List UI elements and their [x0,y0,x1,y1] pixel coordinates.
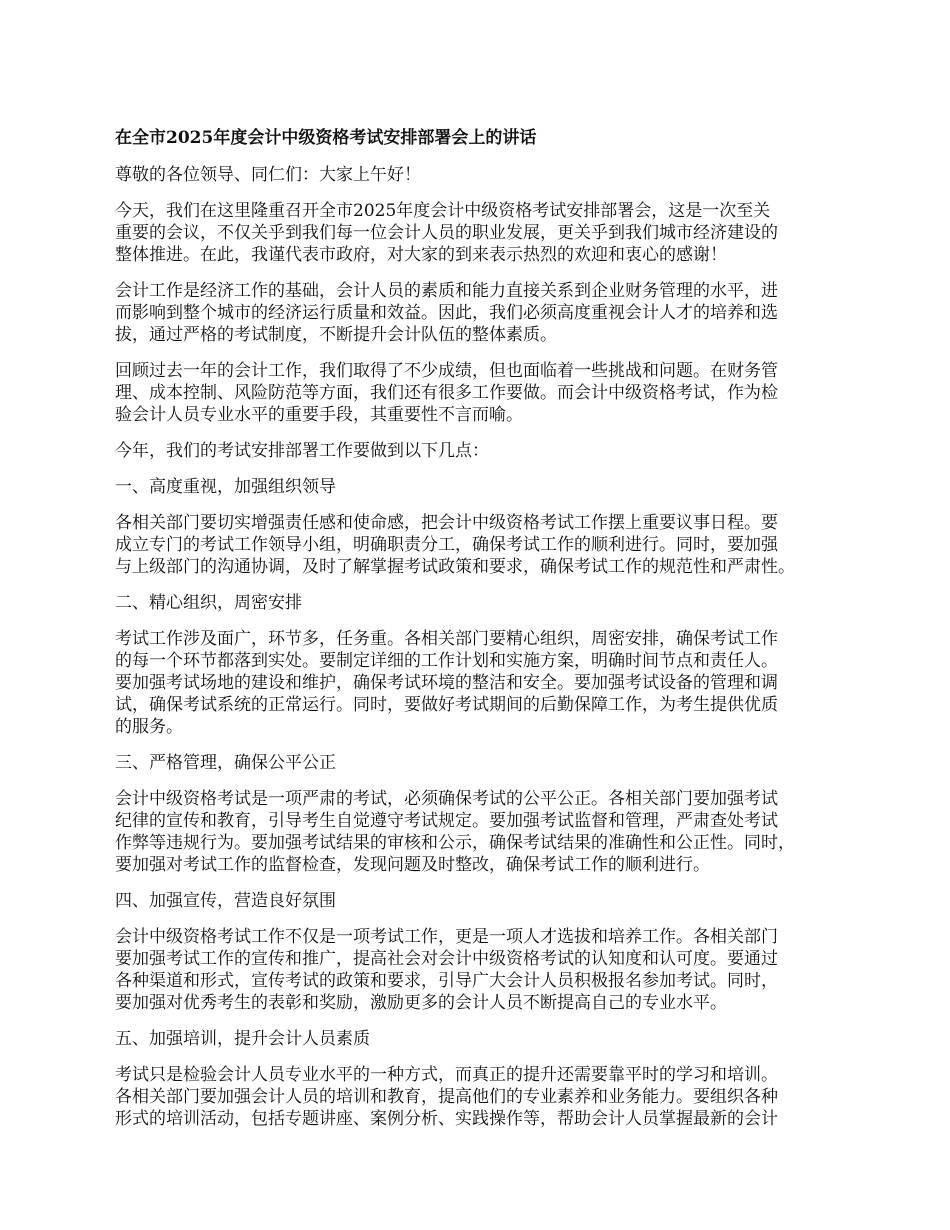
text-line: 尊敬的各位领导、同仁们：大家上午好！ [115,165,421,185]
paragraph [115,512,855,578]
text-line: 各种渠道和形式，宣传考试的政策和要求，引导广大会计人员积极报名参加考试。同时， [115,971,778,991]
text-line: 考试工作涉及面广，环节多，任务重。各相关部门要精心组织，周密安排，确保考试工作 [115,629,778,649]
text-line: 一、高度重视，加强组织领导 [115,477,336,497]
section-heading [115,1028,855,1050]
paragraphs [115,164,855,1130]
text-line: 而影响到整个城市的经济运行质量和效益。因此，我们必须高度重视会计人才的培养和选 [115,303,778,323]
text-line: 验会计人员专业水平的重要手段，其重要性不言而喻。 [115,405,523,425]
text-line: 成立专门的考试工作领导小组，明确职责分工，确保考试工作的顺利进行。同时，要加强 [115,535,778,555]
paragraph [115,628,855,738]
paragraph [115,200,855,266]
section-heading [115,752,855,774]
text-line: 要加强考试场地的建设和维护，确保考试环境的整洁和安全。要加强考试设备的管理和调 [115,673,778,693]
text-line: 重要的会议，不仅关乎到我们每一位会计人员的职业发展，更关乎到我们城市经济建设的 [115,223,778,243]
text-line: 各相关部门要加强会计人员的培训和教育，提高他们的专业素养和业务能力。要组织各种 [115,1087,778,1107]
paragraph [115,1064,855,1130]
text-line: 二、精心组织，周密安排 [115,593,302,613]
text-line: 四、加强宣传，营造良好氛围 [115,891,336,911]
text-line: 会计中级资格考试是一项严肃的考试，必须确保考试的公平公正。各相关部门要加强考试 [115,789,778,809]
text-line: 整体推进。在此，我谨代表市政府，对大家的到来表示热烈的欢迎和衷心的感谢！ [115,245,727,265]
text-line: 纪律的宣传和教育，引导考生自觉遵守考试规定。要加强考试监督和管理，严肃查处考试 [115,811,778,831]
section-heading [115,890,855,912]
text-line: 拔，通过严格的考试制度，不断提升会计队伍的整体素质。 [115,325,557,345]
text-line: 回顾过去一年的会计工作，我们取得了不少成绩，但也面临着一些挑战和问题。在财务管 [115,361,778,381]
paragraph [115,360,855,426]
text-line: 的服务。 [115,717,183,737]
text-line: 三、严格管理，确保公平公正 [115,753,336,773]
text-line: 今天，我们在这里隆重召开全市2025年度会计中级资格考试安排部署会，这是一次至关 [115,201,771,221]
text-line: 会计中级资格考试工作不仅是一项考试工作，更是一项人才选拔和培养工作。各相关部门 [115,927,778,947]
text-line: 五、加强培训，提升会计人员素质 [115,1029,370,1049]
document-body [115,127,855,1144]
text-line: 各相关部门要切实增强责任感和使命感，把会计中级资格考试工作摆上重要议事日程。要 [115,513,778,533]
text-line: 要加强对优秀考生的表彰和奖励，激励更多的会计人员不断提高自己的专业水平。 [115,993,727,1013]
section-heading [115,164,855,186]
text-line: 考试只是检验会计人员专业水平的一种方式，而真正的提升还需要靠平时的学习和培训。 [115,1065,778,1085]
text-line: 要加强考试工作的宣传和推广，提高社会对会计中级资格考试的认知度和认可度。要通过 [115,949,778,969]
text-line: 试，确保考试系统的正常运行。同时，要做好考试期间的后勤保障工作，为考生提供优质 [115,695,778,715]
text-line: 的每一个环节都落到实处。要制定详细的工作计划和实施方案，明确时间节点和责任人。 [115,651,778,671]
paragraph [115,440,855,462]
document-title: 在全市2025年度会计中级资格考试安排部署会上的讲话 [115,128,537,148]
text-line: 要加强对考试工作的监督检查，发现问题及时整改，确保考试工作的顺利进行。 [115,855,710,875]
paragraph [115,788,855,876]
text-line: 与上级部门的沟通协调，及时了解掌握考试政策和要求，确保考试工作的规范性和严肃性。 [115,557,795,577]
text-line: 今年，我们的考试安排部署工作要做到以下几点： [115,441,489,461]
section-heading [115,592,855,614]
text-line: 形式的培训活动，包括专题讲座、案例分析、实践操作等，帮助会计人员掌握最新的会计 [115,1109,778,1129]
section-heading [115,476,855,498]
text-line: 会计工作是经济工作的基础，会计人员的素质和能力直接关系到企业财务管理的水平，进 [115,281,778,301]
text-line: 理、成本控制、风险防范等方面，我们还有很多工作要做。而会计中级资格考试，作为检 [115,383,778,403]
paragraph [115,926,855,1014]
text-line: 作弊等违规行为。要加强考试结果的审核和公示，确保考试结果的准确性和公正性。同时， [115,833,795,853]
paragraph [115,280,855,346]
